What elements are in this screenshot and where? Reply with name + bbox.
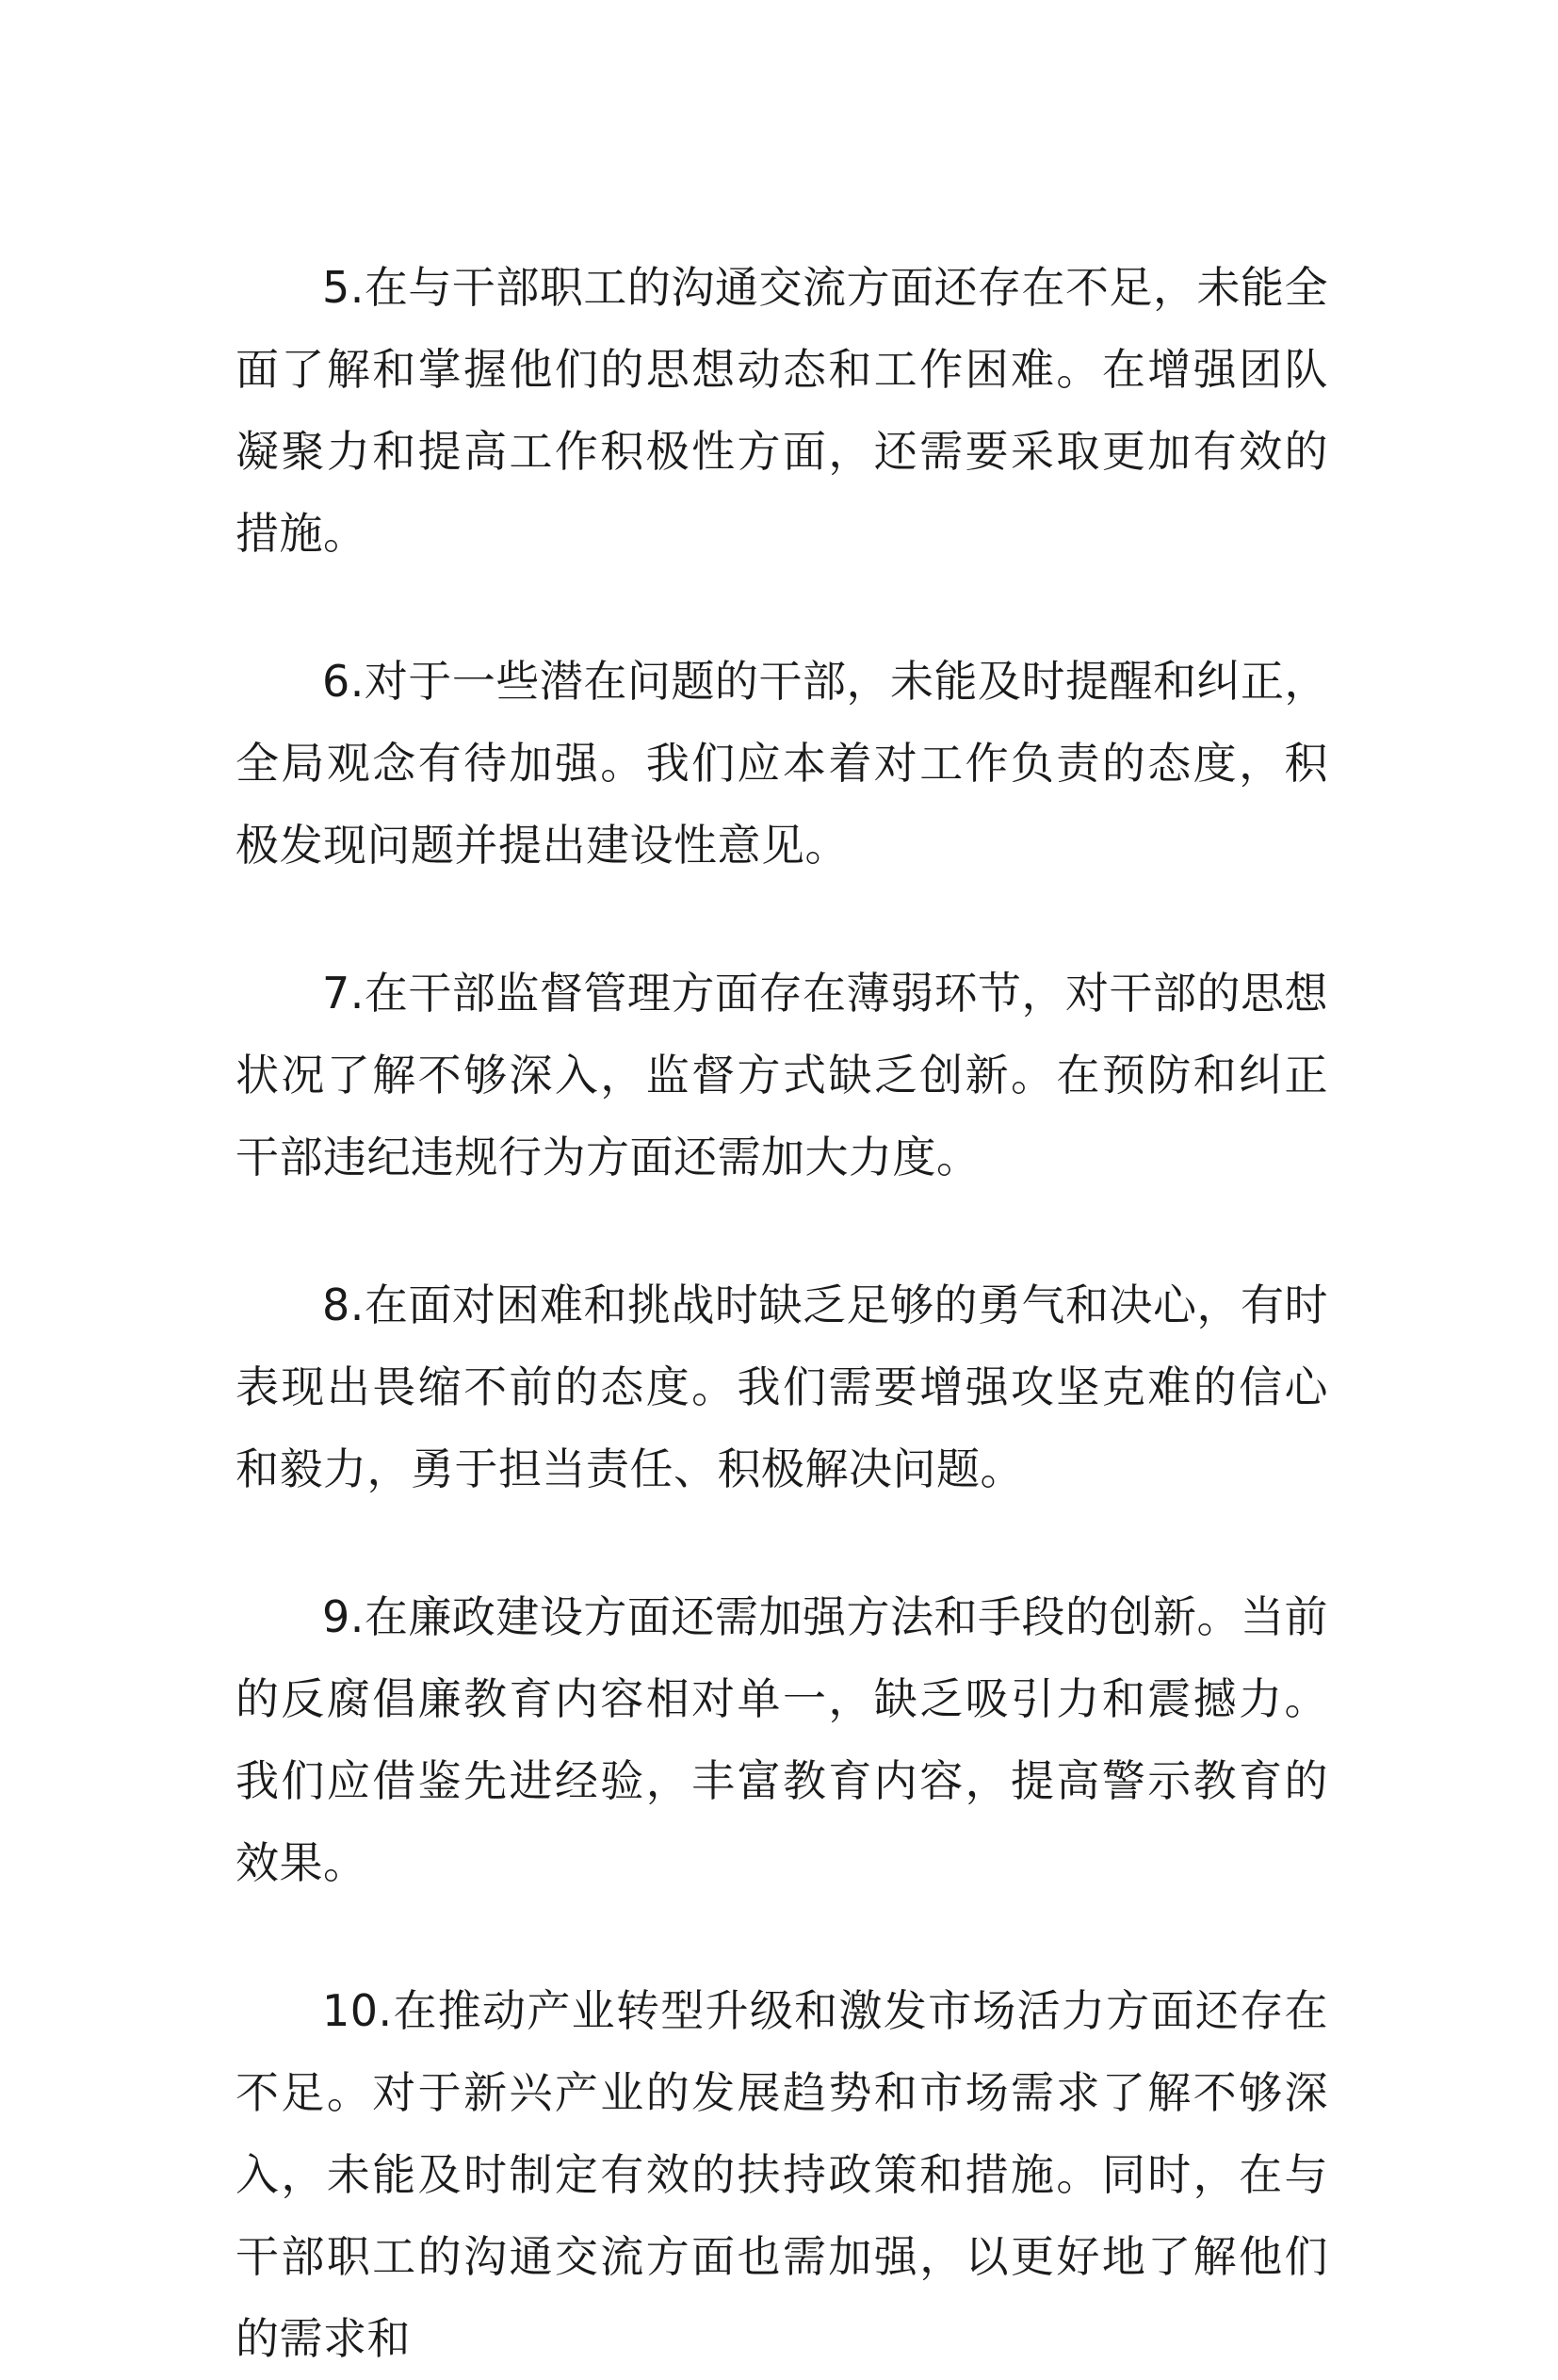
paragraph-9: 9.在廉政建设方面还需加强方法和手段的创新。当前的反腐倡廉教育内容相对单一，缺乏吸引力和震撼力。我们应借鉴先进经验，丰富教育内容，提高警示教育的效果。 xyxy=(235,1591,1328,1888)
paragraph-8: 8.在面对困难和挑战时缺乏足够的勇气和决心，有时表现出畏缩不前的态度。我们需要增强攻坚克难的信心和毅力，勇于担当责任、积极解决问题。 xyxy=(235,1280,1328,1494)
paragraph-7: 7.在干部监督管理方面存在薄弱环节，对干部的思想状况了解不够深入，监督方式缺乏创新。在预防和纠正干部违纪违规行为方面还需加大力度。 xyxy=(235,968,1328,1182)
document-body xyxy=(235,247,1328,2380)
paragraph-5: 5.在与干部职工的沟通交流方面还存在不足，未能全面了解和掌握他们的思想动态和工作困难。在增强团队凝聚力和提高工作积极性方面，还需要采取更加有效的措施。 xyxy=(235,262,1328,559)
paragraph-6: 6.对于一些潜在问题的干部，未能及时提醒和纠正，全局观念有待加强。我们应本着对工作负责的态度，积极发现问题并提出建设性意见。 xyxy=(235,656,1328,871)
paragraph-10: 10.在推动产业转型升级和激发市场活力方面还存在不足。对于新兴产业的发展趋势和市场需求了解不够深入，未能及时制定有效的扶持政策和措施。同时，在与干部职工的沟通交流方面也需加强，以更好地了解他们的需求和 xyxy=(235,1985,1328,2364)
